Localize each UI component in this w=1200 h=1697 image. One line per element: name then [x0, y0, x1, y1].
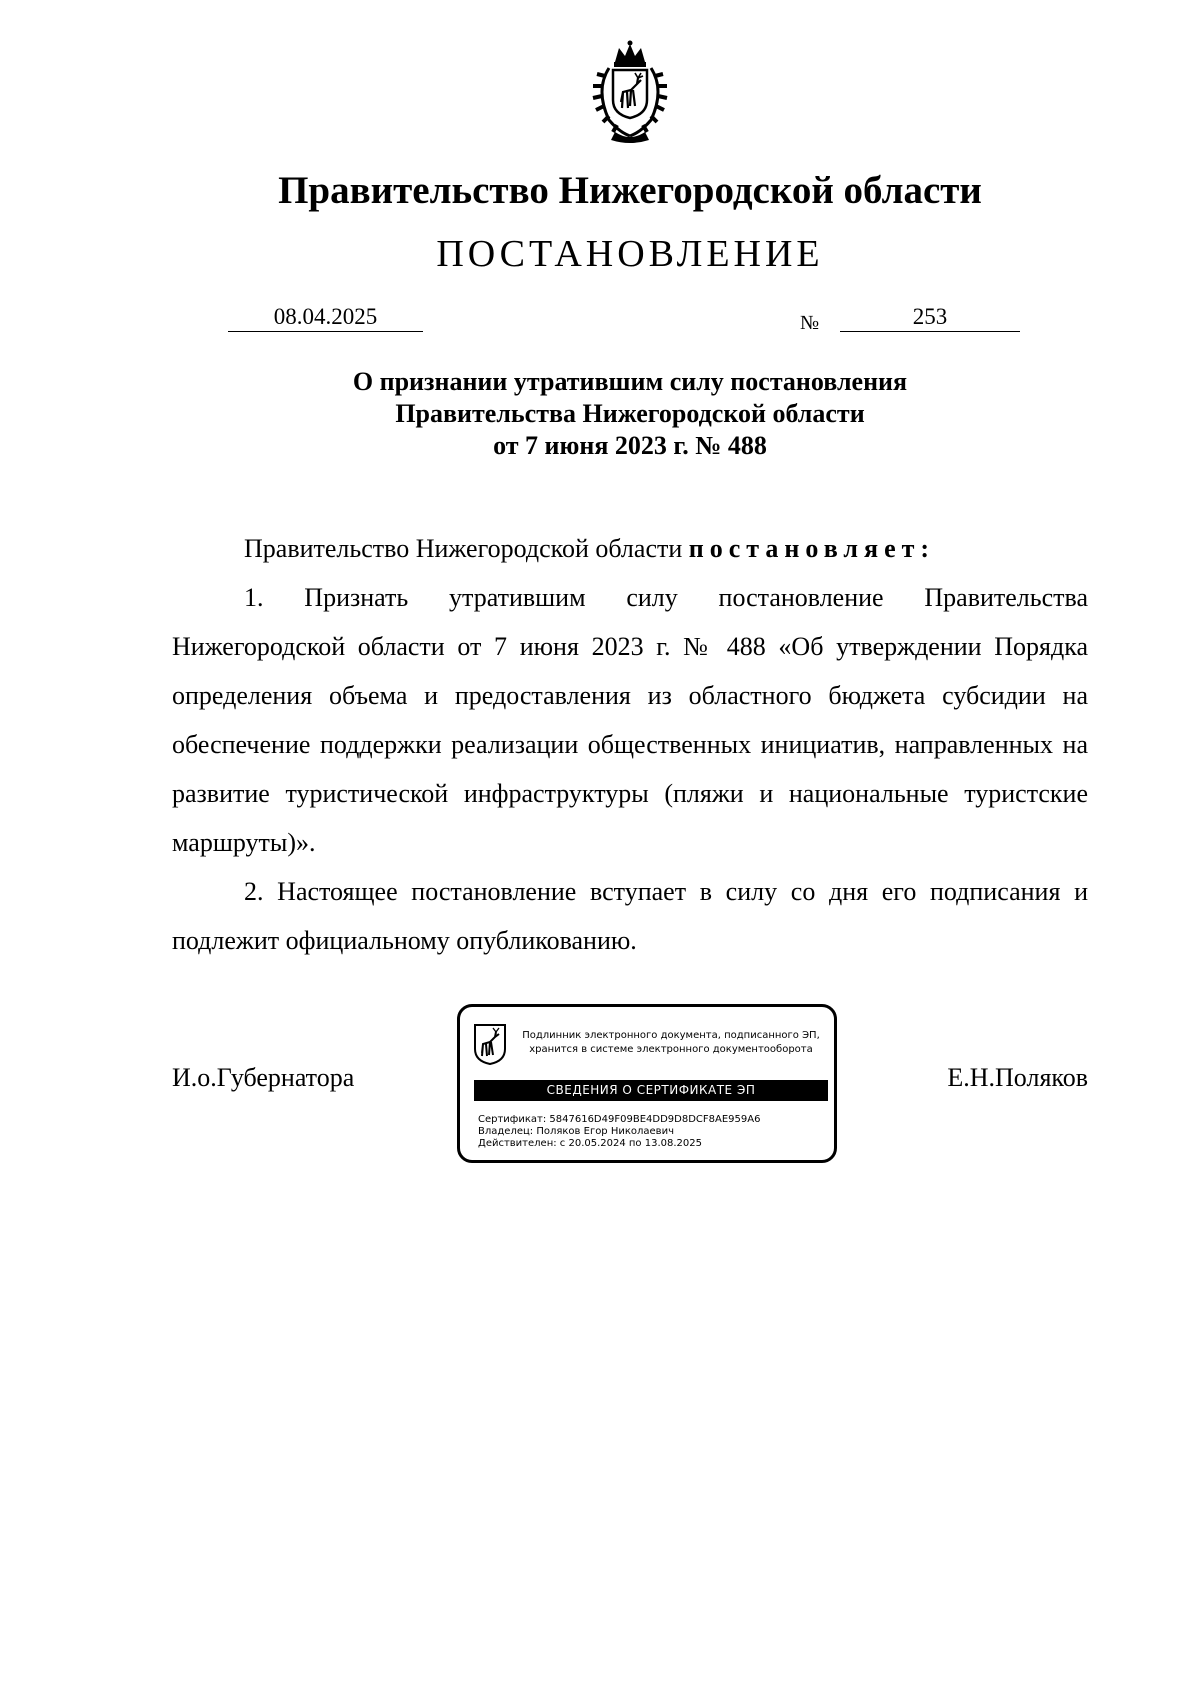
stamp-header [512, 1029, 830, 1057]
paragraph-2: 2. Настоящее постановление вступает в силу со дня его подписания и подлежит официальному опубликованию. [172, 877, 1088, 955]
document-title [0, 366, 1200, 462]
title-line-1: О признании утратившим силу постановления [352, 367, 908, 396]
deer-emblem-icon [473, 1023, 507, 1065]
document-date: 08.04.2025 [228, 304, 423, 332]
title-line-3: от 7 июня 2023 г. № 488 [493, 431, 767, 460]
nizhny-novgorod-coat-of-arms-icon [575, 40, 685, 145]
government-name: Правительство Нижегородской области [278, 169, 982, 212]
stamp-header-line-2: хранится в системе электронного документооборота [529, 1044, 813, 1055]
title-line-2: Правительства Нижегородской области [395, 399, 865, 428]
signatory-name: Е.Н.Поляков [947, 1063, 1088, 1092]
number-sign: № [800, 312, 820, 334]
electronic-signature-stamp [457, 1004, 837, 1163]
intro-text: Правительство Нижегородской области [244, 534, 683, 563]
intro-keyword: постановляет: [688, 534, 936, 563]
signatory-position: И.о.Губернатора [172, 1063, 355, 1092]
document-type: ПОСТАНОВЛЕНИЕ [436, 233, 824, 275]
resolution-intro [172, 524, 1088, 573]
certificate-owner: Владелец: Поляков Егор Николаевич [478, 1126, 674, 1137]
certificate-banner: СВЕДЕНИЯ О СЕРТИФИКАТЕ ЭП [474, 1080, 828, 1101]
stamp-header-line-1: Подлинник электронного документа, подписанного ЭП, [522, 1030, 820, 1041]
certificate-number: Сертификат: 5847616D49F09BE4DD9D8DCF8AE959A6 [478, 1114, 761, 1125]
paragraph-1: 1. Признать утратившим силу постановление Правительства Нижегородской области от 7 июня 2023 г. № 488 «Об утверждении Порядка определения объема и предоставления из областного бюджета субсидии на обеспечение поддержки реализации общественных инициатив, направленных на развитие туристической инфраструктуры (пляжи и национальные туристские маршруты)». [172, 583, 1088, 857]
document-number: 253 [840, 304, 1020, 332]
certificate-validity: Действителен: с 20.05.2024 по 13.08.2025 [478, 1138, 702, 1149]
certificate-details [478, 1114, 760, 1150]
